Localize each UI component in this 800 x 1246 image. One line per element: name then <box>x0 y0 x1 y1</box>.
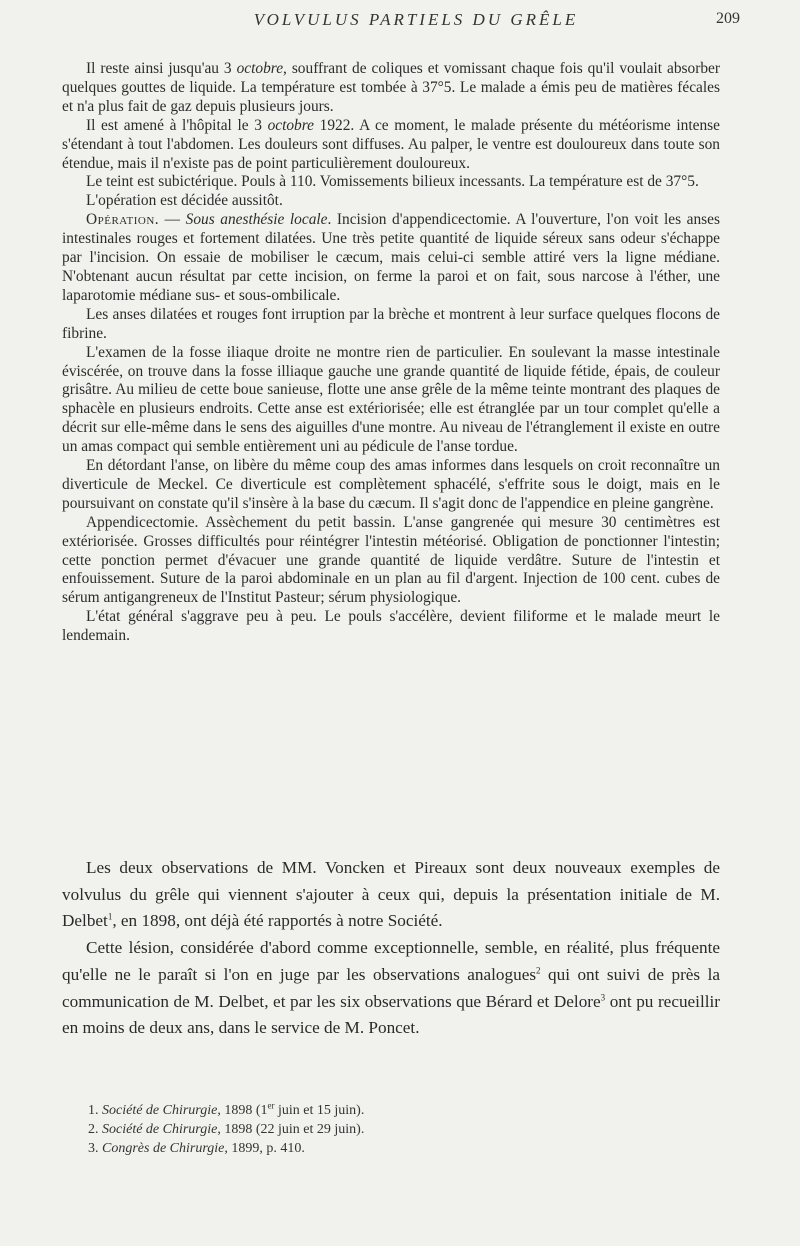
paragraph: L'examen de la fosse iliaque droite ne montre rien de particulier. En soulevant la masse intestinale éviscérée, on trouve dans la fosse illiaque gauche une grande quantité de liquide fétide, épais, de couleur grisâtre. Au milieu de cette boue sanieuse, flotte une anse grêle de la même teinte montrant des plaques de sphacèle en plusieurs endroits. Cette anse est extériorisée; elle est étranglée par un tour complet qu'elle a décrit sur elle-même dans le sens des aiguilles d'une montre. Au niveau de l'étranglement il existe en outre un amas compact qui semble entièrement uni au pédicule de l'anse tordue. <box>62 343 720 456</box>
paragraph: En détordant l'anse, on libère du même coup des amas informes dans lesquels on croit reconnaître un diverticule de Meckel. Ce diverticule est complètement sphacélé, s'effrite sous le doigt, mais en le poursuivant on constate qu'il s'insère à la base du cæcum. Il s'agit donc de l'appendice en pleine gangrène. <box>62 457 720 512</box>
page-number: 209 <box>716 10 740 27</box>
paragraph: Les deux observations de MM. Voncken et Pireaux sont deux nouveaux exemples de volvulus du grêle qui viennent s'ajouter à ceux qui, depuis la présentation initiale de M. Delbet$^1$, en 1898, ont déjà été rapportés à notre Société. <box>62 858 720 931</box>
paragraph: L'état général s'aggrave peu à peu. Le pouls s'accélère, devient filiforme et le malade meurt le lendemain. <box>62 608 720 645</box>
case-report-text <box>62 60 720 646</box>
paragraph: Appendicectomie. Assèchement du petit bassin. L'anse gangrenée qui mesure 30 centimètres est extériorisée. Grosses difficultés pour réintégrer l'intestin météorisé. Obligation de ponctionner l'intestin; cette ponction permet d'évacuer une grande quantité de liquide verdâtre. Suture de l'intestin et enfouissement. Suture de la paroi abdominale en un plan au fil d'argent. Injection de 100 cent. cubes de sérum antigangreneux de l'Institut Pasteur; sérum physiologique. <box>62 513 720 607</box>
paragraph: Il est amené à l'hôpital le 3 octobre 1922. A ce moment, le malade présente du météorisme intense s'étendant à tout l'abdomen. Les douleurs sont diffuses. Au palper, le ventre est douloureux dans toute son étendue, mais il n'existe pas de point particulièrement douloureux. <box>62 116 720 172</box>
paragraph: Il reste ainsi jusqu'au 3 octobre, souffrant de coliques et vomissant chaque fois qu'il voulait absorber quelques gouttes de liquide. La température est tombée à 37°5. Le malade a émis peu de matières fécales et n'a plus fait de gaz depuis plusieurs jours. <box>62 60 721 115</box>
commentary-text <box>62 855 720 1042</box>
footnote: 3. Congrès de Chirurgie, 1899, p. 410. <box>88 1141 305 1156</box>
page-header <box>62 10 740 36</box>
footnote: 2. Société de Chirurgie, 1898 (22 juin et 29 juin). <box>88 1122 365 1137</box>
paragraph: Les anses dilatées et rouges font irruption par la brèche et montrent à leur surface quelques flocons de fibrine. <box>62 305 720 342</box>
paragraph: Cette lésion, considérée d'abord comme exceptionnelle, semble, en réalité, plus fréquente qu'elle ne le paraît si l'on en juge par les observations analogues$^2$ qui ont suivi de près la communication de M. Delbet, et par les six observations que Bérard et Delore$^3$ ont pu recueillir en moins de deux ans, dans le service de M. Poncet. <box>62 938 720 1038</box>
footnote: 1. Société de Chirurgie, 1898 (1er juin et 15 juin). <box>88 1100 365 1118</box>
paragraph: Le teint est subictérique. Pouls à 110. Vomissements bilieux incessants. La température est de 37°5. <box>86 173 699 191</box>
paragraph: L'opération est décidée aussitôt. <box>86 192 283 210</box>
footnote-ref: 3 <box>600 991 606 1002</box>
running-title: VOLVULUS PARTIELS DU GRÊLE <box>253 10 579 29</box>
footnotes <box>88 1101 688 1158</box>
section-label: Opération. <box>86 211 160 229</box>
paragraph: Opération. — Sous anesthésie locale. Incision d'appendicectomie. A l'ouverture, l'on voit les anses intestinales rouges et fortement dilatées. Une très petite quantité de liquide séreux sans odeur s'échappe par l'incision. On essaie de mobiliser le cæcum, mais celui-ci semble attiré vers la ligne médiane. N'obtenant aucun résultat par cette incision, on ferme la paroi et on fait, sous narcose à l'éther, une laparotomie médiane sus- et sous-ombilicale. <box>62 211 720 304</box>
footnote-ref: 1 <box>107 911 113 922</box>
footnote-ref: 2 <box>536 965 541 976</box>
